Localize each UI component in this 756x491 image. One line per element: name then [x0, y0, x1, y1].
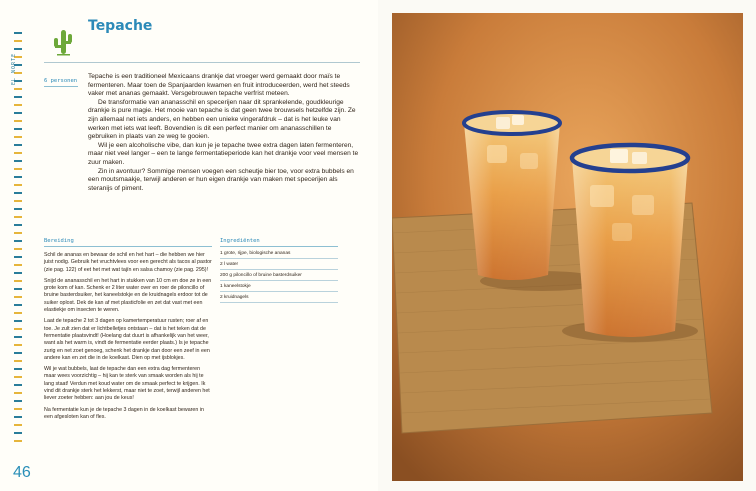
ingredient-item: 2 l water — [220, 259, 338, 270]
ingredients-heading: Ingrediënten — [220, 238, 260, 244]
ingredient-item: 2 kruidnagels — [220, 292, 338, 303]
servings-divider — [44, 86, 78, 87]
intro-paragraph: Tepache is een traditioneel Mexicaans drankje dat vroeger werd gemaakt door maïs te fermenteren. Maar toen de Spanjaarden kwamen en fruit introduceerden, werd het steeds vaker met ananas gemaakt. Versgebrouwen tepache verfrist meteen. — [88, 73, 350, 98]
cactus-icon — [52, 28, 74, 56]
ingredients-divider — [220, 246, 338, 247]
ingredient-item: 1 grote, rijpe, biologische ananas — [220, 248, 338, 259]
preparation-divider — [44, 246, 212, 247]
preparation-text — [44, 252, 212, 425]
preparation-step: Schil de ananas en bewaar de schil en het hart – die hebben we hier juist nodig. Gebruik het vruchtvlees voor een gerecht als tacos al pastor (zie pag. 122) of eet het met wat tajín en salsa chamoy (zie pag. 295)! — [44, 252, 212, 273]
intro-text — [88, 73, 360, 193]
page-number: 46 — [13, 464, 31, 481]
intro-paragraph: De transformatie van ananasschil en specerijen naar dit sprankelende, goudkleurige drankje is pure magie. Het mooie van tepache is dat geen twee brouwsels hetzelfde zijn. Ze zijn allemaal net iets anders, en hebben een unieke vingerafdruk – dat is het leuke van werken met iets wat leeft. Bovendien is dit een perfect manier om ananasschillen te gebruiken in plaats van ze weg te gooien. — [88, 98, 356, 141]
spine-decoration — [14, 32, 22, 452]
preparation-step: Wil je wat bubbels, laat de tepache dan een extra dag fermenteren maar wees voorzichtig – hij kan te sterk van smaak worden als hij te lang staat! Verdun met koud water om de smaak perfect te krijgen. Ik vind dit drankje sterk het lekkerst, maar niet te zoet, terwijl anderen het liever zoeter hebben: aan jou de keus! — [44, 366, 210, 402]
servings-label: 6 personen — [44, 78, 78, 84]
section-label: EL NORTE — [11, 52, 17, 85]
ingredient-item: 200 g piloncillo of bruine basterdsuiker — [220, 270, 338, 281]
preparation-step: Snijd de ananasschil en het hart in stukken van 10 cm en doe ze in een grote kom of kan. Schenk er 2 liter water over en roer de piloncillo of bruine basterdsuiker, het kaneelstokje en de kruidnagels erdoor tot de suiker oplost. Dek de kan af met plasticfolie en zet dat vast met een elastiekje om insecten te weren. — [44, 277, 212, 314]
preparation-heading: Bereiding — [44, 238, 74, 244]
ingredients-list — [220, 248, 338, 303]
recipe-title: Tepache — [88, 18, 153, 34]
tepache-photo — [392, 13, 743, 481]
preparation-step: Na fermentatie kun je de tepache 3 dagen in de koelkast bewaren in een afgesloten kan of fles. — [44, 406, 204, 420]
intro-paragraph: Zin in avontuur? Sommige mensen voegen een scheutje bier toe, voor extra bubbels en een moutsmaakje, terwijl anderen er hun eigen drankje van maken met specerijen als steranijs of piment. — [88, 167, 354, 192]
intro-paragraph: Wil je een alcoholische vibe, dan kun je je tepache twee extra dagen laten fermenteren, maar niet veel langer – een te lange fermentatieperiode kan het drankje voor veel mensen te zuur maken. — [88, 141, 359, 166]
title-divider — [44, 62, 360, 63]
preparation-step: Laat de tepache 2 tot 3 dagen op kamertemperatuur rusten; roer af en toe. Je zult zien dat er lichtbelletjes ontstaan – dat is het teken dat de fermentatie plaatsvindt! (Hoelang dat duurt is afhankelijk van het weer, want als het warm is, vindt de fermentatie eerder plaats.) Is je tepache zurig en net zoet genoeg, schenk het drankje dan door een zeef in een andere kan en zet die in de koelkast. Dien op met ijsblokjes. — [44, 318, 210, 361]
ingredient-item: 1 kaneelstokje — [220, 281, 338, 292]
